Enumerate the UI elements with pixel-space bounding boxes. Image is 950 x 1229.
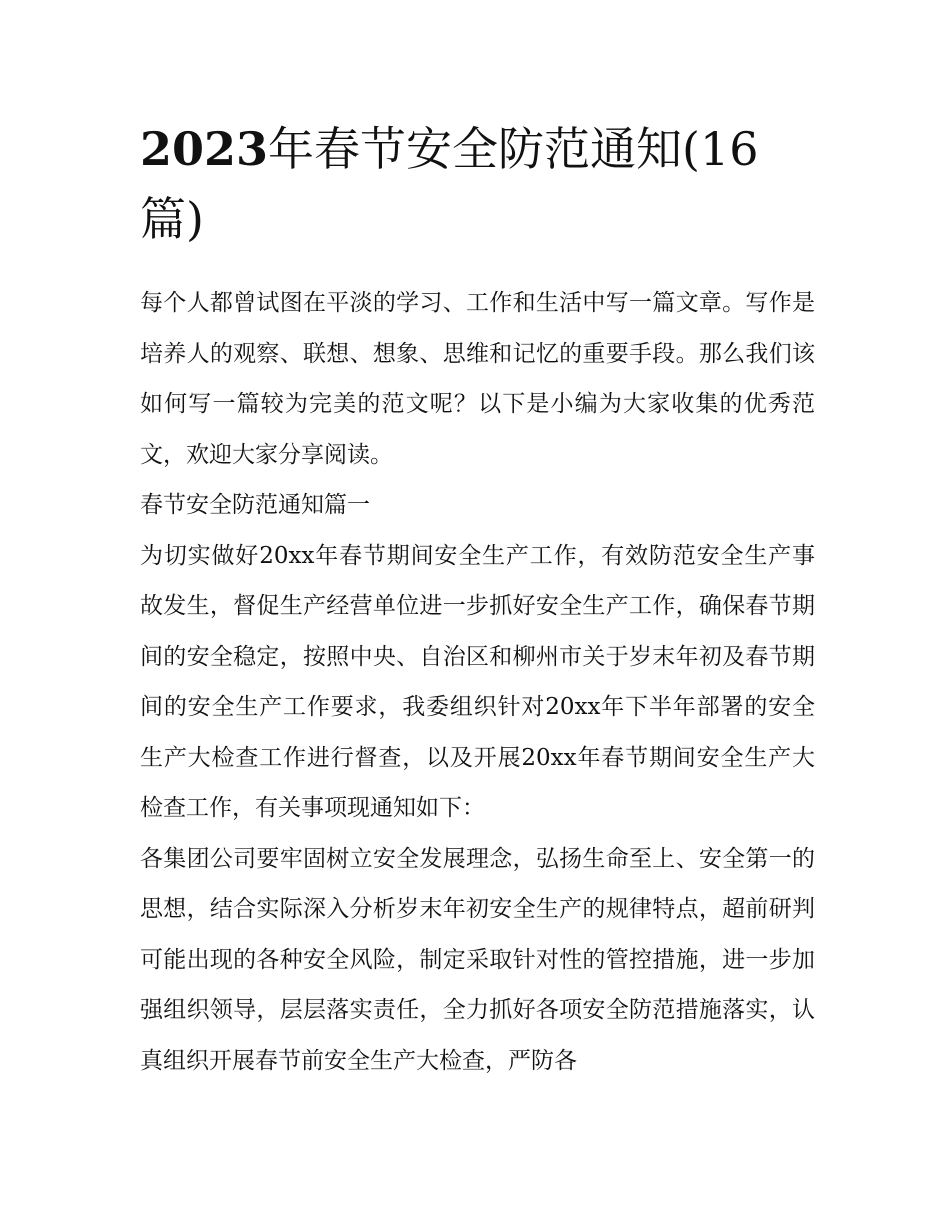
- document-page: [140, 114, 815, 1086]
- document-title: [140, 114, 815, 254]
- intro-paragraph: 每个人都曾试图在平淡的学习、工作和生活中写一篇文章。写作是培养人的观察、联想、想象、思维和记忆的重要手段。那么我们该如何写一篇较为完美的范文呢？以下是小编为大家收集的优秀范文，欢迎大家分享阅读。: [140, 290, 815, 468]
- title-text: 年春节安全防范通知(16篇): [140, 122, 759, 246]
- body-paragraph: 为切实做好20xx年春节期间安全生产工作，有效防范安全生产事故发生，督促生产经营单位进一步抓好安全生产工作，确保春节期间的安全稳定，按照中央、自治区和柳州市关于岁末年初及春节期间的安全生产工作要求，我委组织针对20xx年下半年部署的安全生产大检查工作进行督查，以及开展20xx年春节期间安全生产大检查工作，有关事项现通知如下：: [140, 542, 815, 821]
- section-heading: 春节安全防范通知篇一: [140, 492, 370, 518]
- body-paragraph: 各集团公司要牢固树立安全发展理念，弘扬生命至上、安全第一的思想，结合实际深入分析岁末年初安全生产的规律特点，超前研判可能出现的各种安全风险，制定采取针对性的管控措施，进一步加强组织领导，层层落实责任，全力抓好各项安全防范措施落实，认真组织开展春节前安全生产大检查，严防各: [140, 845, 815, 1074]
- title-year: 2023: [140, 122, 269, 176]
